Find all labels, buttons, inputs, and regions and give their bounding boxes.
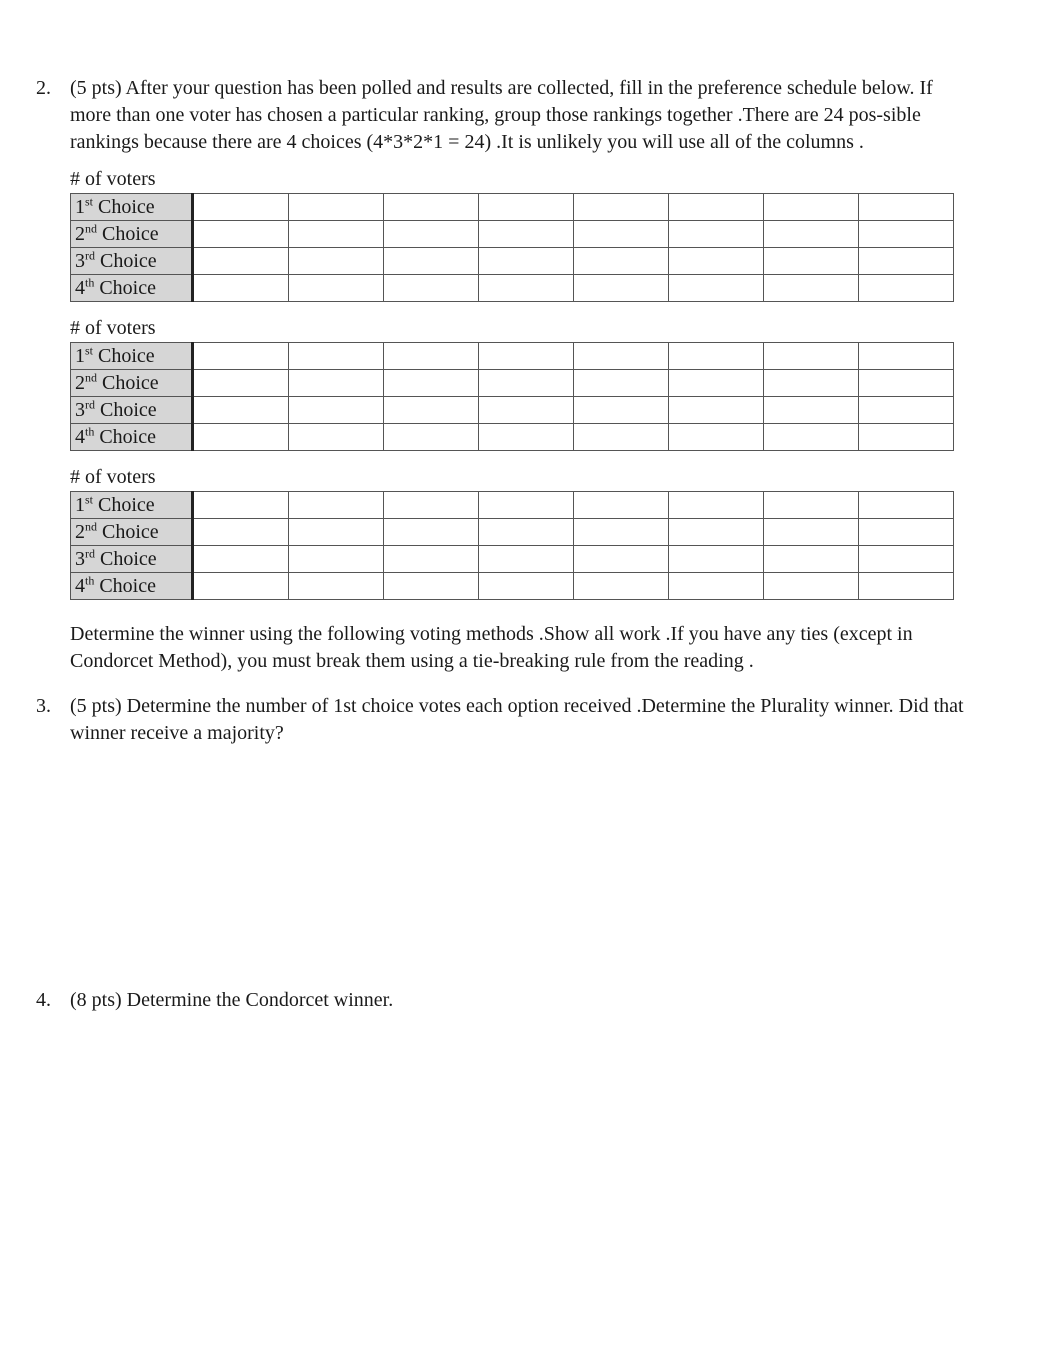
- schedule-cell[interactable]: [669, 492, 764, 519]
- rank-word: Choice: [102, 223, 159, 245]
- schedule-cell[interactable]: [669, 424, 764, 451]
- schedule-cell[interactable]: [859, 275, 954, 302]
- question-4-text: (8 pts) Determine the Condorcet winner.: [70, 989, 394, 1011]
- voters-label-2: # of voters: [70, 317, 156, 339]
- schedule-cell[interactable]: [859, 424, 954, 451]
- choice-rank-label: [71, 573, 193, 600]
- schedule-cell[interactable]: [859, 248, 954, 275]
- schedule-cell[interactable]: [669, 370, 764, 397]
- schedule-cell[interactable]: [193, 424, 289, 451]
- rank-word: Choice: [99, 277, 156, 299]
- schedule-cell[interactable]: [859, 492, 954, 519]
- schedule-cell[interactable]: [479, 248, 574, 275]
- schedule-cell[interactable]: [289, 221, 384, 248]
- rank-ordinal-suffix: st: [85, 343, 94, 358]
- choice-rank-label: [71, 370, 193, 397]
- schedule-cell[interactable]: [479, 221, 574, 248]
- voting-instructions: Determine the winner using the following voting methods .Show all work .If you have any ties (except in Condorcet Method), you must break them using a tie-breaking rule from the reading .: [70, 623, 913, 672]
- question-4: [36, 987, 966, 1014]
- rank-ordinal-suffix: th: [85, 573, 95, 588]
- schedule-row: [71, 370, 954, 397]
- schedule-cell[interactable]: [289, 343, 384, 370]
- choice-rank-label: [71, 546, 193, 573]
- schedule-cell[interactable]: [669, 397, 764, 424]
- schedule-cell[interactable]: [764, 370, 859, 397]
- schedule-row: [71, 397, 954, 424]
- rank-number: 1: [75, 494, 85, 516]
- question-2-number: 2.: [36, 77, 51, 99]
- rank-number: 2: [75, 521, 85, 543]
- choice-rank-label: [71, 424, 193, 451]
- schedule-row: [71, 343, 954, 370]
- schedule-cell[interactable]: [574, 519, 669, 546]
- schedule-cell[interactable]: [764, 573, 859, 600]
- schedule-cell[interactable]: [479, 492, 574, 519]
- rank-ordinal-suffix: nd: [85, 370, 97, 385]
- schedule-cell[interactable]: [289, 573, 384, 600]
- rank-ordinal-suffix: th: [85, 424, 95, 439]
- schedule-cell[interactable]: [669, 221, 764, 248]
- schedule-cell[interactable]: [384, 573, 479, 600]
- schedule-cell[interactable]: [384, 248, 479, 275]
- schedule-cell[interactable]: [764, 194, 859, 221]
- schedule-cell[interactable]: [764, 275, 859, 302]
- schedule-cell[interactable]: [764, 221, 859, 248]
- schedule-cell[interactable]: [193, 343, 289, 370]
- schedule-cell[interactable]: [574, 397, 669, 424]
- schedule-row: [71, 424, 954, 451]
- schedule-cell[interactable]: [384, 546, 479, 573]
- schedule-cell[interactable]: [479, 343, 574, 370]
- schedule-cell[interactable]: [859, 397, 954, 424]
- question-3: [36, 693, 966, 747]
- schedule-cell[interactable]: [193, 519, 289, 546]
- schedule-row: [71, 194, 954, 221]
- rank-number: 3: [75, 399, 85, 421]
- schedule-cell[interactable]: [764, 424, 859, 451]
- schedule-cell[interactable]: [289, 492, 384, 519]
- schedule-row: [71, 546, 954, 573]
- schedule-cell[interactable]: [764, 519, 859, 546]
- schedule-cell[interactable]: [574, 424, 669, 451]
- schedule-cell[interactable]: [289, 370, 384, 397]
- schedule-cell[interactable]: [479, 424, 574, 451]
- schedule-cell[interactable]: [384, 519, 479, 546]
- schedule-row: [71, 248, 954, 275]
- rank-word: Choice: [99, 426, 156, 448]
- choice-rank-label: [71, 397, 193, 424]
- rank-number: 4: [75, 277, 85, 299]
- schedule-cell[interactable]: [384, 221, 479, 248]
- schedule-cell[interactable]: [479, 370, 574, 397]
- rank-word: Choice: [99, 575, 156, 597]
- choice-rank-label: [71, 519, 193, 546]
- rank-ordinal-suffix: st: [85, 194, 94, 209]
- schedule-cell[interactable]: [669, 194, 764, 221]
- schedule-row: [71, 573, 954, 600]
- schedule-cell[interactable]: [859, 343, 954, 370]
- schedule-cell[interactable]: [479, 275, 574, 302]
- question-2: [36, 75, 966, 156]
- schedule-cell[interactable]: [193, 248, 289, 275]
- schedule-cell[interactable]: [669, 248, 764, 275]
- schedule-cell[interactable]: [669, 573, 764, 600]
- preference-schedule-1: [70, 193, 954, 302]
- rank-word: Choice: [100, 399, 157, 421]
- schedule-cell[interactable]: [574, 370, 669, 397]
- schedule-row: [71, 519, 954, 546]
- schedule-cell[interactable]: [384, 492, 479, 519]
- preference-schedule-2: [70, 342, 954, 451]
- schedule-cell[interactable]: [193, 492, 289, 519]
- question-4-number: 4.: [36, 989, 51, 1011]
- question-2-text: (5 pts) After your question has been polled and results are collected, fill in the preference schedule below. If more than one voter has chosen a particular ranking, group those rankings together .There are 24 pos-sible rankings because there are 4 choices (4*3*2*1 = 24) .It is unlikely you will use all of the columns .: [70, 77, 933, 153]
- schedule-cell[interactable]: [574, 221, 669, 248]
- schedule-cell[interactable]: [289, 194, 384, 221]
- schedule-cell[interactable]: [859, 221, 954, 248]
- rank-ordinal-suffix: rd: [85, 248, 95, 263]
- rank-word: Choice: [98, 494, 155, 516]
- schedule-cell[interactable]: [479, 573, 574, 600]
- schedule-cell[interactable]: [764, 492, 859, 519]
- schedule-cell[interactable]: [289, 248, 384, 275]
- schedule-cell[interactable]: [289, 275, 384, 302]
- schedule-cell[interactable]: [669, 519, 764, 546]
- schedule-cell[interactable]: [479, 546, 574, 573]
- choice-rank-label: [71, 221, 193, 248]
- rank-number: 3: [75, 548, 85, 570]
- schedule-cell[interactable]: [859, 370, 954, 397]
- schedule-cell[interactable]: [574, 343, 669, 370]
- rank-ordinal-suffix: nd: [85, 519, 97, 534]
- rank-number: 2: [75, 372, 85, 394]
- schedule-cell[interactable]: [764, 343, 859, 370]
- rank-number: 3: [75, 250, 85, 272]
- schedule-cell[interactable]: [764, 248, 859, 275]
- rank-number: 1: [75, 196, 85, 218]
- schedule-cell[interactable]: [574, 492, 669, 519]
- choice-rank-label: [71, 194, 193, 221]
- schedule-cell[interactable]: [289, 519, 384, 546]
- schedule-cell[interactable]: [384, 275, 479, 302]
- rank-ordinal-suffix: st: [85, 492, 94, 507]
- schedule-cell[interactable]: [859, 519, 954, 546]
- schedule-cell[interactable]: [289, 546, 384, 573]
- rank-word: Choice: [98, 196, 155, 218]
- schedule-cell[interactable]: [764, 397, 859, 424]
- choice-rank-label: [71, 492, 193, 519]
- schedule-row: [71, 275, 954, 302]
- voters-label-3: # of voters: [70, 466, 156, 488]
- schedule-cell[interactable]: [384, 424, 479, 451]
- schedule-cell[interactable]: [193, 546, 289, 573]
- schedule-cell[interactable]: [193, 370, 289, 397]
- schedule-cell[interactable]: [574, 546, 669, 573]
- schedule-row: [71, 221, 954, 248]
- schedule-cell[interactable]: [859, 573, 954, 600]
- schedule-cell[interactable]: [669, 546, 764, 573]
- schedule-cell[interactable]: [479, 397, 574, 424]
- schedule-cell[interactable]: [384, 397, 479, 424]
- rank-word: Choice: [100, 250, 157, 272]
- schedule-cell[interactable]: [193, 275, 289, 302]
- schedule-cell[interactable]: [669, 343, 764, 370]
- rank-number: 4: [75, 575, 85, 597]
- schedule-cell[interactable]: [859, 194, 954, 221]
- rank-number: 1: [75, 345, 85, 367]
- schedule-cell[interactable]: [193, 194, 289, 221]
- voters-label-1: # of voters: [70, 168, 156, 190]
- schedule-cell[interactable]: [193, 397, 289, 424]
- rank-ordinal-suffix: nd: [85, 221, 97, 236]
- choice-rank-label: [71, 275, 193, 302]
- schedule-cell[interactable]: [289, 397, 384, 424]
- rank-ordinal-suffix: rd: [85, 397, 95, 412]
- schedule-cell[interactable]: [479, 519, 574, 546]
- rank-word: Choice: [102, 521, 159, 543]
- schedule-cell[interactable]: [574, 573, 669, 600]
- rank-word: Choice: [98, 345, 155, 367]
- question-3-text: (5 pts) Determine the number of 1st choice votes each option received .Determine the Plurality winner. Did that winner receive a majority?: [70, 695, 964, 744]
- schedule-cell[interactable]: [193, 221, 289, 248]
- schedule-cell[interactable]: [669, 275, 764, 302]
- rank-ordinal-suffix: th: [85, 275, 95, 290]
- rank-number: 4: [75, 426, 85, 448]
- schedule-cell[interactable]: [764, 546, 859, 573]
- schedule-cell[interactable]: [384, 370, 479, 397]
- rank-word: Choice: [102, 372, 159, 394]
- preference-schedule-3: [70, 491, 954, 600]
- schedule-cell[interactable]: [574, 248, 669, 275]
- schedule-cell[interactable]: [574, 194, 669, 221]
- rank-ordinal-suffix: rd: [85, 546, 95, 561]
- schedule-cell[interactable]: [384, 343, 479, 370]
- schedule-cell[interactable]: [289, 424, 384, 451]
- rank-number: 2: [75, 223, 85, 245]
- schedule-cell[interactable]: [193, 573, 289, 600]
- question-3-number: 3.: [36, 695, 51, 717]
- schedule-cell[interactable]: [859, 546, 954, 573]
- schedule-cell[interactable]: [574, 275, 669, 302]
- schedule-row: [71, 492, 954, 519]
- schedule-cell[interactable]: [384, 194, 479, 221]
- schedule-cell[interactable]: [479, 194, 574, 221]
- choice-rank-label: [71, 343, 193, 370]
- rank-word: Choice: [100, 548, 157, 570]
- choice-rank-label: [71, 248, 193, 275]
